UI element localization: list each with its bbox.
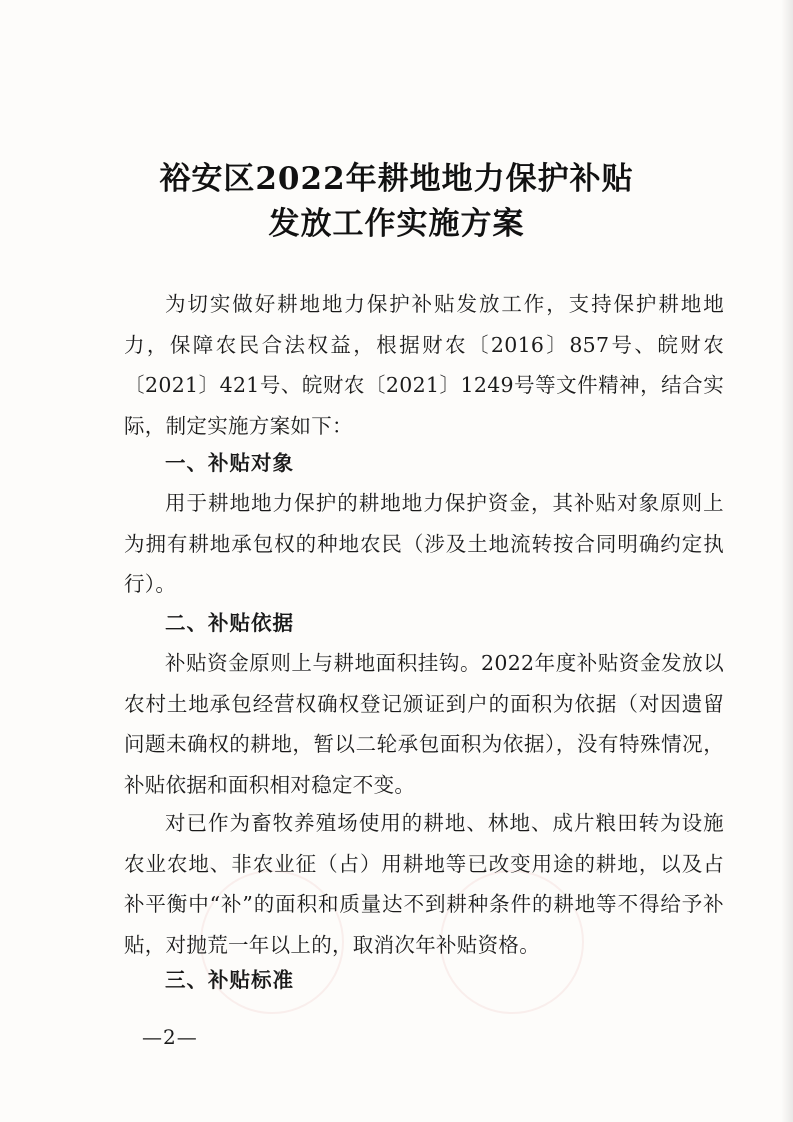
section-3-heading: 三、补贴标准	[165, 968, 294, 992]
section-2-body-1: 补贴资金原则上与耕地面积挂钩。2022年度补贴资金发放以农村土地承包经营权确权登记颁证到户的面积为依据（对因遗留问题未确权的耕地，暂以二轮承包面积为依据），没有特殊情况，补贴依据和面积相对稳定不变。	[124, 651, 724, 797]
section-2-heading: 二、补贴依据	[165, 611, 294, 635]
page-number: —2—	[142, 1025, 198, 1049]
intro-paragraph: 为切实做好耕地地力保护补贴发放工作，支持保护耕地地力，保障农民合法权益，根据财农〔2016〕857号、皖财农〔2021〕421号、皖财农〔2021〕1249号等文件精神，结合实际，制定实施方案如下：	[124, 292, 724, 438]
document-title-line-1: 裕安区2022年耕地地力保护补贴	[159, 161, 634, 197]
section-1-heading: 一、补贴对象	[165, 451, 294, 475]
document-title-line-2: 发放工作实施方案	[268, 206, 525, 242]
section-2-body-2: 对已作为畜牧养殖场使用的耕地、林地、成片粮田转为设施农业农地、非农业征（占）用耕地等已改变用途的耕地，以及占补平衡中“补”的面积和质量达不到耕种条件的耕地等不得给予补贴，对抛荒一年以上的，取消次年补贴资格。	[124, 811, 724, 957]
section-1-body: 用于耕地地力保护的耕地地力保护资金，其补贴对象原则上为拥有耕地承包权的种地农民（涉及土地流转按合同明确约定执行）。	[124, 491, 724, 596]
